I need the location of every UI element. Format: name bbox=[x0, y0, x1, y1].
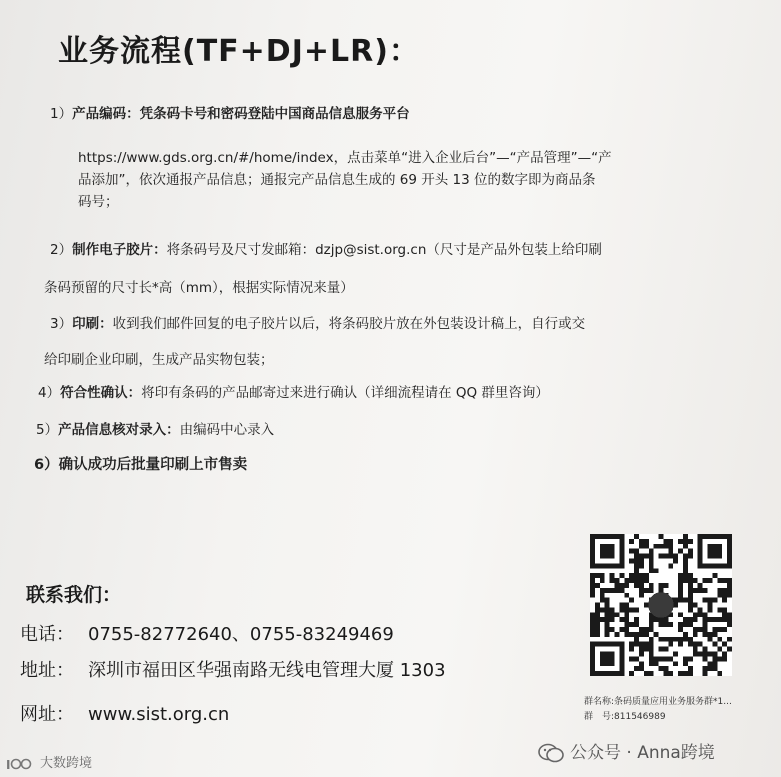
brand-watermark bbox=[6, 752, 92, 771]
step-1-line-3: 码号； bbox=[78, 194, 119, 210]
qr-code bbox=[590, 534, 732, 676]
step-2 bbox=[50, 240, 602, 261]
qr-code-icon bbox=[590, 534, 732, 676]
contact-heading: 联系我们： bbox=[26, 584, 122, 606]
step-label: 确认成功后批量印刷上市售卖 bbox=[58, 457, 248, 473]
step-5 bbox=[36, 420, 274, 441]
step-6 bbox=[34, 455, 247, 476]
step-4 bbox=[38, 383, 549, 404]
step-text: 收到我们邮件回复的电子胶片以后，将条码胶片放在外包装设计稿上，自行或交 bbox=[112, 316, 586, 332]
page-title: 业务流程(TF+DJ+LR)： bbox=[58, 34, 420, 69]
step-number: 2） bbox=[50, 242, 73, 258]
step-3-line-1: 给印刷企业印刷，生成产品实物包装； bbox=[44, 352, 274, 368]
step-text: 凭条码卡号和密码登陆中国商品信息服务平台 bbox=[139, 106, 410, 122]
wechat-watermark bbox=[538, 738, 715, 763]
step-label: 符合性确认： bbox=[60, 385, 142, 401]
step-1-line-2: 品添加”，依次通报产品信息；通报完产品信息生成的 69 开头 13 位的数字即为商品条 bbox=[78, 172, 596, 188]
contact-address bbox=[20, 656, 446, 682]
qr-group-number: 群 号:811546989 bbox=[584, 712, 666, 722]
step-number: 5） bbox=[36, 422, 59, 438]
wechat-icon bbox=[538, 743, 564, 763]
contact-phone bbox=[20, 620, 394, 646]
address-value: 深圳市福田区华强南路无线电管理大厦 1303 bbox=[88, 660, 446, 681]
step-number: 6） bbox=[34, 457, 59, 473]
step-2-line-1: 条码预留的尺寸长*高（mm），根据实际情况来量） bbox=[44, 280, 354, 296]
step-label: 制作电子胶片： bbox=[72, 242, 167, 258]
brand-text: 大数跨境 bbox=[40, 756, 93, 771]
step-text: 将条码号及尺寸发邮箱：dzjp@sist.org.cn（尺寸是产品外包装上给印刷 bbox=[166, 242, 602, 258]
step-1-line-1: https://www.gds.org.cn/#/home/index，点击菜单“进入企业后台”—“产品管理”—“产 bbox=[78, 150, 612, 166]
brand-logo-icon bbox=[6, 757, 36, 771]
step-label: 产品编码： bbox=[72, 106, 140, 122]
svg-text:I: I bbox=[6, 757, 11, 771]
step-text: 将印有条码的产品邮寄过来进行确认（详细流程请在 QQ 群里咨询） bbox=[141, 385, 549, 401]
step-label: 产品信息核对录入： bbox=[58, 422, 180, 438]
step-number: 3） bbox=[50, 316, 73, 332]
qr-group-name: 群名称:条码质量应用业务服务群*1... bbox=[584, 697, 732, 707]
web-label: 网址： bbox=[20, 704, 74, 725]
phone-label: 电话： bbox=[20, 624, 74, 645]
web-value: www.sist.org.cn bbox=[88, 704, 230, 725]
step-number: 1） bbox=[50, 106, 73, 122]
step-1 bbox=[50, 104, 410, 125]
watermark-text: 公众号 · Anna跨境 bbox=[570, 743, 715, 763]
phone-value: 0755-82772640、0755-83249469 bbox=[88, 624, 394, 645]
step-number: 4） bbox=[38, 385, 61, 401]
address-label: 地址： bbox=[20, 660, 74, 681]
contact-website bbox=[20, 700, 229, 726]
step-label: 印刷： bbox=[72, 316, 113, 332]
step-3 bbox=[50, 314, 585, 335]
step-text: 由编码中心录入 bbox=[179, 422, 275, 438]
